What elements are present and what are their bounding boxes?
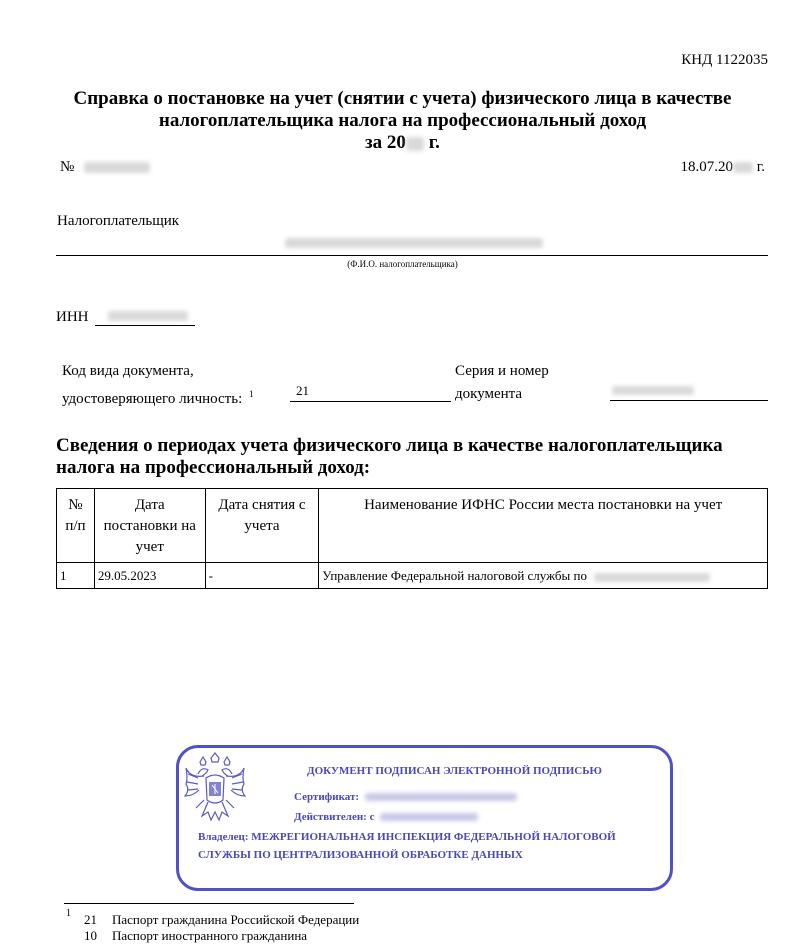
document-title — [0, 88, 805, 154]
document-code-label-line2 — [62, 383, 254, 411]
document-code-value: 21 — [296, 383, 309, 398]
footnote-code: 21 — [84, 912, 97, 927]
russian-eagle-emblem-icon — [182, 752, 248, 832]
header-end-line1: Дата снятия с — [218, 497, 306, 513]
redacted-validity — [380, 813, 478, 821]
taxpayer-name-line — [56, 255, 768, 256]
document-code-label — [62, 360, 254, 411]
row-num: 1 — [57, 563, 95, 589]
footnote-text: Паспорт гражданина Российской Федерации — [112, 912, 360, 927]
title-year-prefix: за 20 — [365, 132, 406, 153]
stamp-owner-line2: СЛУЖБЫ ПО ЦЕНТРАЛИЗОВАННОЙ ОБРАБОТКЕ ДАННЫХ — [198, 849, 523, 861]
taxpayer-name-caption: (Ф.И.О. налогоплательщика) — [347, 259, 458, 269]
stamp-certificate — [294, 791, 517, 803]
taxpayer-label: Налогоплательщик — [57, 213, 180, 229]
footnote-item — [84, 928, 359, 944]
redacted-number — [84, 162, 150, 173]
document-code-label-line1: Код вида документа, — [62, 363, 194, 379]
header-end-line2: учета — [244, 518, 280, 534]
stamp-valid-label: Действителен: с — [294, 811, 375, 823]
periods-table — [56, 488, 768, 589]
redacted-inn — [108, 311, 188, 321]
footnote-separator — [64, 903, 354, 904]
date-suffix: г. — [753, 159, 765, 175]
certificate-date — [681, 159, 765, 176]
stamp-certificate-label: Сертификат: — [294, 791, 360, 803]
footnote-text: Паспорт иностранного гражданина — [112, 928, 308, 943]
number-label: № — [60, 159, 75, 175]
document-series-label — [455, 360, 549, 406]
document-series-label-line1: Серия и номер — [455, 363, 549, 379]
header-num-line2: п/п — [65, 518, 86, 534]
document-series-label-line2: документа — [455, 386, 523, 402]
periods-title-line2: налога на профессиональный доход: — [56, 457, 371, 478]
footnote-marker: 1 — [66, 908, 71, 919]
title-line-2: налогоплательщика налога на профессиональный доход — [158, 110, 647, 131]
row-ifns — [319, 563, 768, 589]
title-year-suffix: г. — [423, 132, 440, 153]
inn-line — [95, 325, 195, 326]
footnote-code: 10 — [84, 928, 97, 943]
header-ifns: Наименование ИФНС России места постановки на учет — [319, 489, 768, 563]
redacted-taxpayer-name — [285, 238, 543, 248]
document-code-line — [290, 401, 451, 402]
knd-code: КНД 1122035 — [681, 52, 768, 68]
electronic-signature-stamp — [176, 745, 673, 891]
header-start-line2: постановки на — [103, 518, 196, 534]
header-start-date — [94, 489, 205, 563]
title-line-1: Справка о постановке на учет (снятии с учета) физического лица в качестве — [73, 88, 732, 109]
inn-label: ИНН — [56, 309, 89, 325]
footnote-list — [84, 912, 359, 944]
footnote-item — [84, 912, 359, 928]
header-end-date — [205, 489, 319, 563]
row-start-date: 29.05.2023 — [94, 563, 205, 589]
periods-header-row — [57, 489, 768, 563]
stamp-owner — [198, 828, 616, 864]
redacted-year — [406, 137, 424, 151]
stamp-title: ДОКУМЕНТ ПОДПИСАН ЭЛЕКТРОННОЙ ПОДПИСЬЮ — [307, 765, 602, 777]
redacted-ifns-region — [594, 573, 710, 582]
periods-title-line1: Сведения о периодах учета физического лица в качестве налогоплательщика — [56, 435, 723, 456]
redacted-certificate — [365, 793, 517, 801]
document-series-line — [610, 400, 768, 401]
row-ifns-text: Управление Федеральной налоговой службы по — [322, 568, 587, 583]
date-prefix: 18.07.20 — [680, 159, 734, 175]
stamp-valid — [294, 811, 478, 823]
header-start-line1: Дата — [134, 497, 165, 513]
redacted-date-year — [733, 162, 753, 173]
document-code-label-text: удостоверяющего личность: — [62, 391, 243, 407]
stamp-owner-line1: Владелец: МЕЖРЕГИОНАЛЬНАЯ ИНСПЕКЦИЯ ФЕДЕРАЛЬНОЙ НАЛОГОВОЙ — [198, 831, 616, 843]
header-num — [57, 489, 95, 563]
footnote-ref: 1 — [249, 389, 254, 399]
table-row — [57, 563, 768, 589]
periods-section-title — [56, 435, 723, 479]
row-end-date: - — [205, 563, 319, 589]
title-year — [0, 132, 805, 154]
header-start-line3: учет — [135, 539, 164, 555]
header-num-line1: № — [68, 497, 83, 513]
certificate-number — [60, 159, 150, 176]
redacted-document-series — [612, 386, 694, 395]
